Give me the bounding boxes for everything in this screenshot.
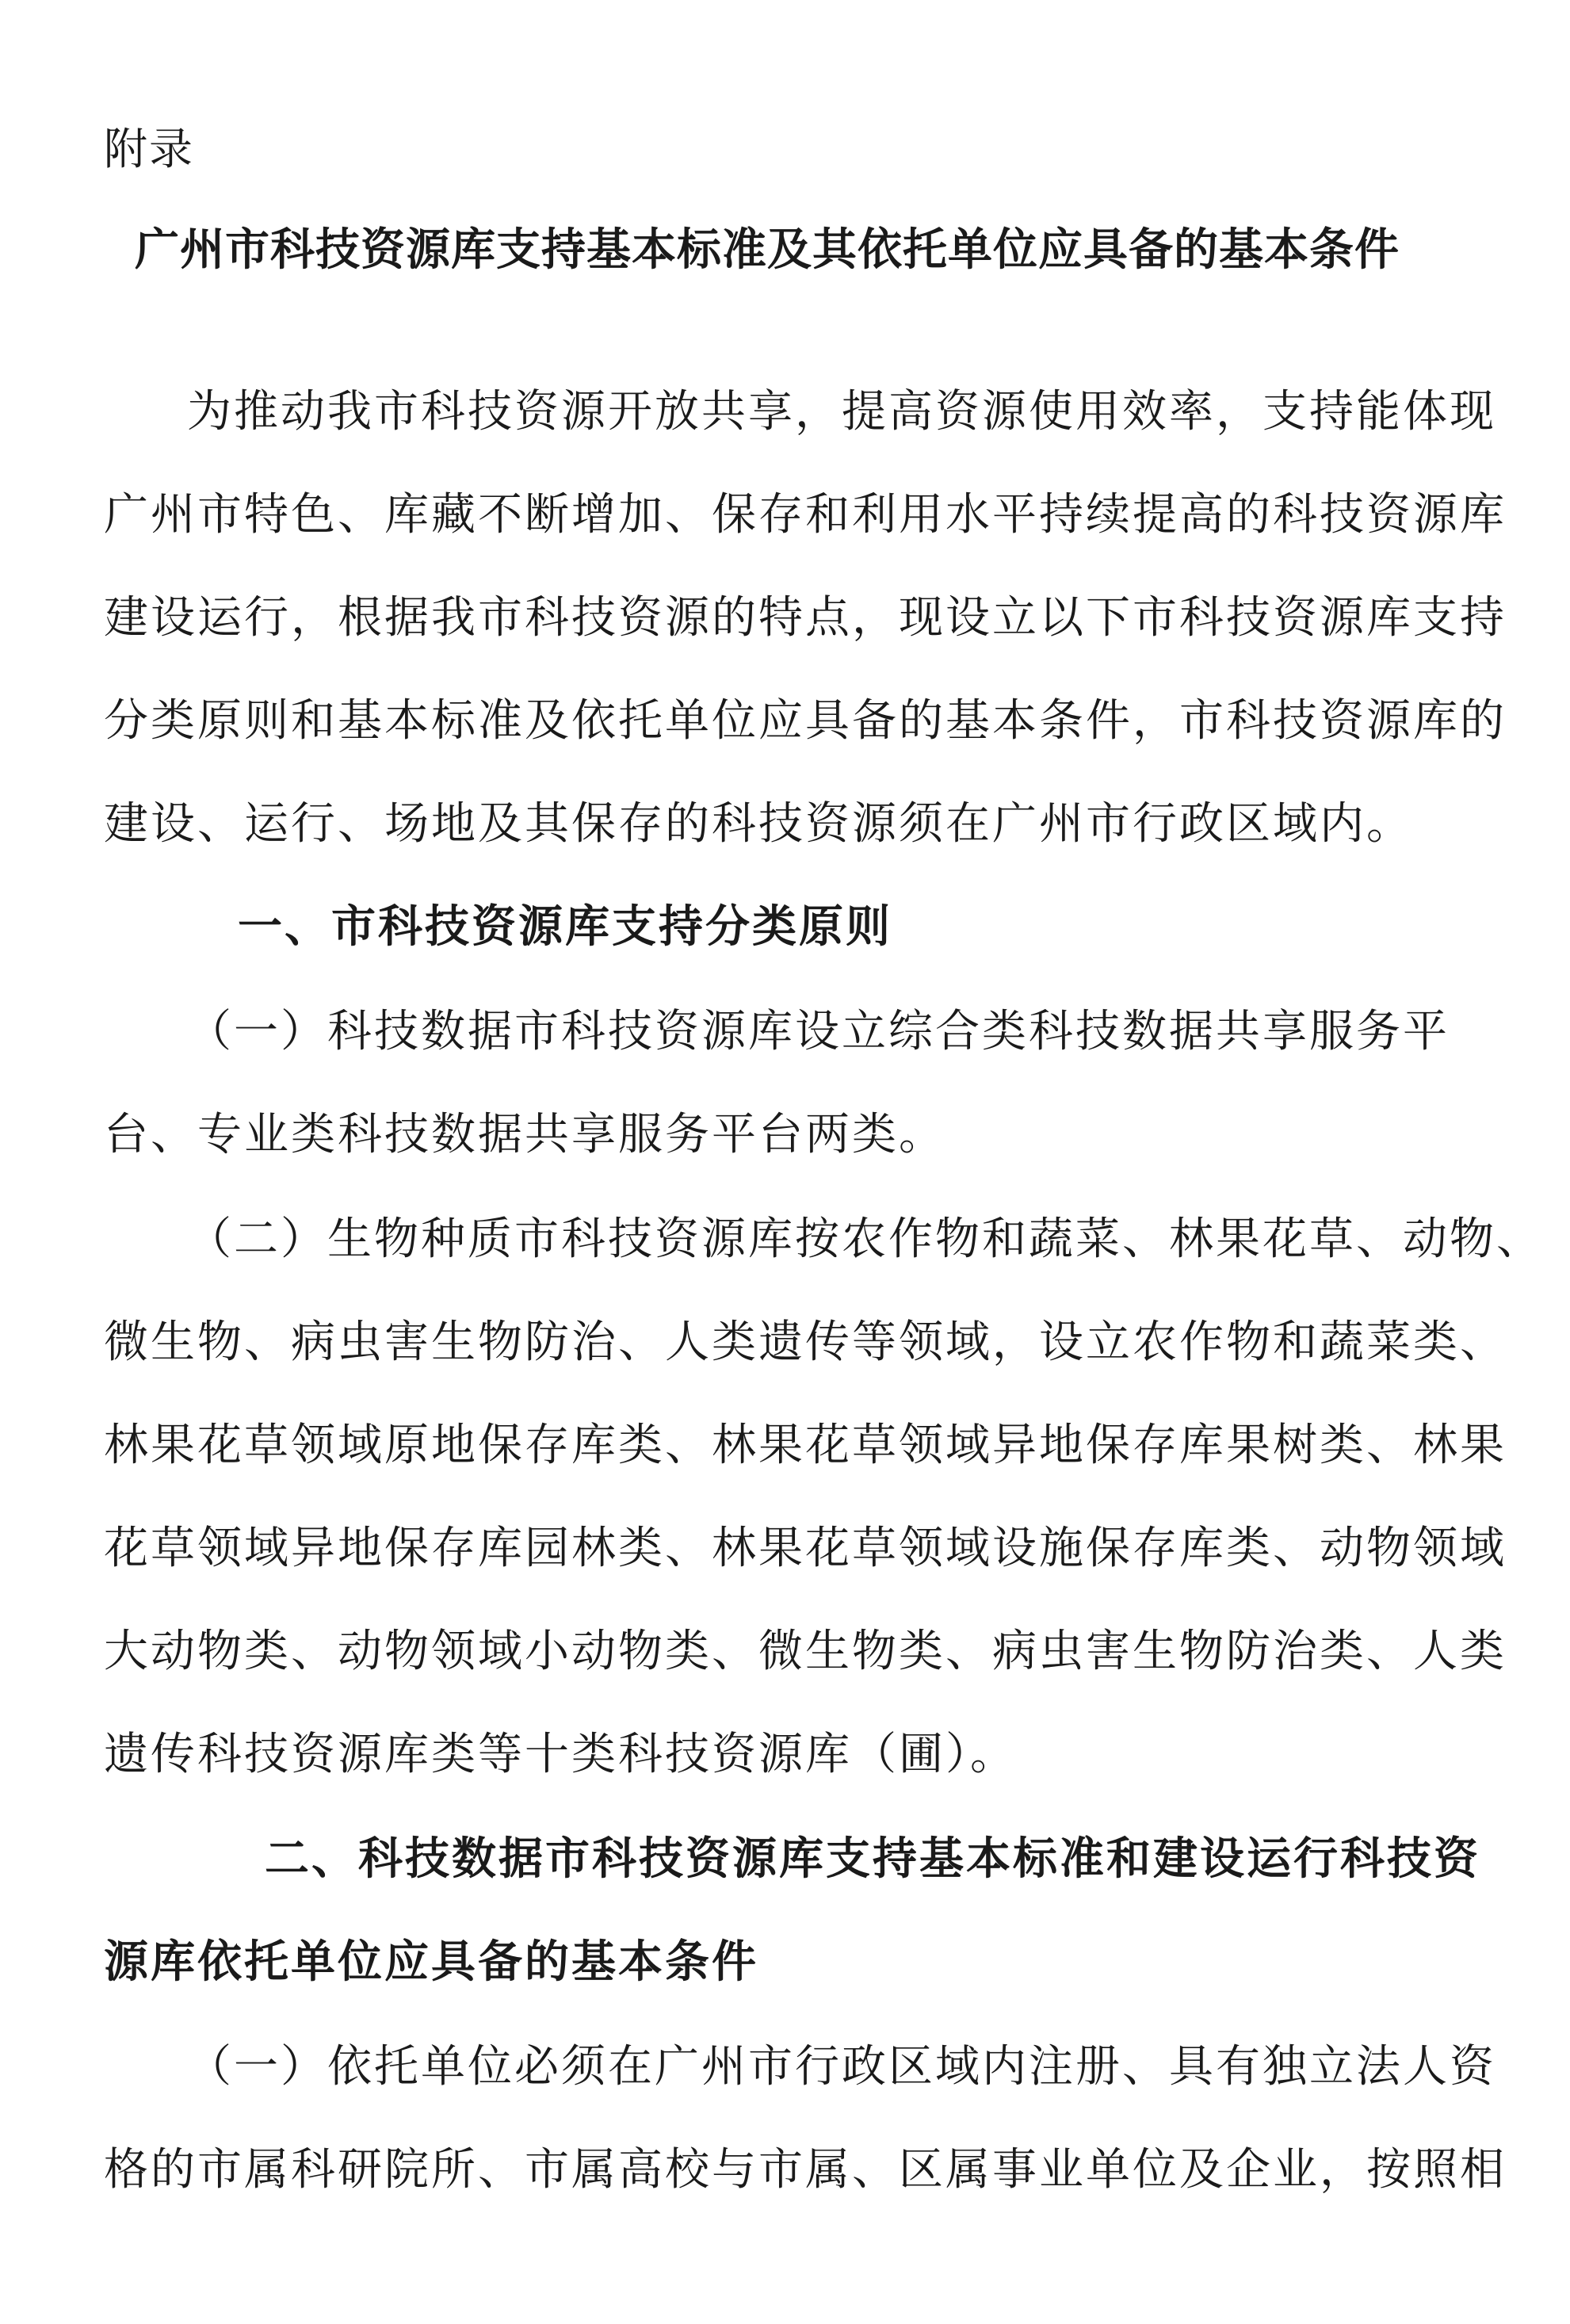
document-title: 广州市科技资源库支持基本标准及其依托单位应具备的基本条件 (135, 224, 1400, 276)
section1-item2-line-4: 花草领域异地保存库园林类、林果花草领域设施保存库类、动物领域 (104, 1523, 1507, 1574)
section1-item1-line-2: 台、专业类科技数据共享服务平台两类。 (104, 1109, 945, 1160)
appendix-label: 附录 (104, 124, 195, 174)
intro-line-4: 分类原则和基本标准及依托单位应具备的基本条件，市科技资源库的 (104, 695, 1507, 747)
intro-line-3: 建设运行，根据我市科技资源的特点，现设立以下市科技资源库支持 (104, 592, 1507, 644)
section1-item1-line-1: （一）科技数据市科技资源库设立综合类科技数据共享服务平 (187, 1006, 1450, 1057)
section1-item2-line-6: 遗传科技资源库类等十类科技资源库（圃）。 (104, 1729, 1017, 1780)
section2-heading-line-1: 二、科技数据市科技资源库支持基本标准和建设运行科技资 (265, 1833, 1480, 1885)
section1-heading: 一、市科技资源库支持分类原则 (238, 901, 892, 953)
section2-heading-line-2: 源库依托单位应具备的基本条件 (104, 1936, 758, 1988)
section1-item2-line-3: 林果花草领域原地保存库类、林果花草领域异地保存库果树类、林果 (104, 1420, 1507, 1471)
section1-item2-line-5: 大动物类、动物领域小动物类、微生物类、病虫害生物防治类、人类 (104, 1626, 1507, 1677)
intro-line-2: 广州市特色、库藏不断增加、保存和利用水平持续提高的科技资源库 (104, 489, 1507, 541)
intro-line-1: 为推动我市科技资源开放共享，提高资源使用效率，支持能体现 (187, 386, 1496, 438)
section2-item1-line-2: 格的市属科研院所、市属高校与市属、区属事业单位及企业，按照相 (104, 2144, 1507, 2196)
section2-item1-line-1: （一）依托单位必须在广州市行政区域内注册、具有独立法人资 (187, 2041, 1496, 2093)
intro-line-5: 建设、运行、场地及其保存的科技资源须在广州市行政区域内。 (104, 798, 1413, 850)
section1-item2-line-2: 微生物、病虫害生物防治、人类遗传等领域，设立农作物和蔬菜类、 (104, 1317, 1507, 1368)
section1-item2-line-1: （二）生物种质市科技资源库按农作物和蔬菜、林果花草、动物、 (187, 1214, 1543, 1265)
